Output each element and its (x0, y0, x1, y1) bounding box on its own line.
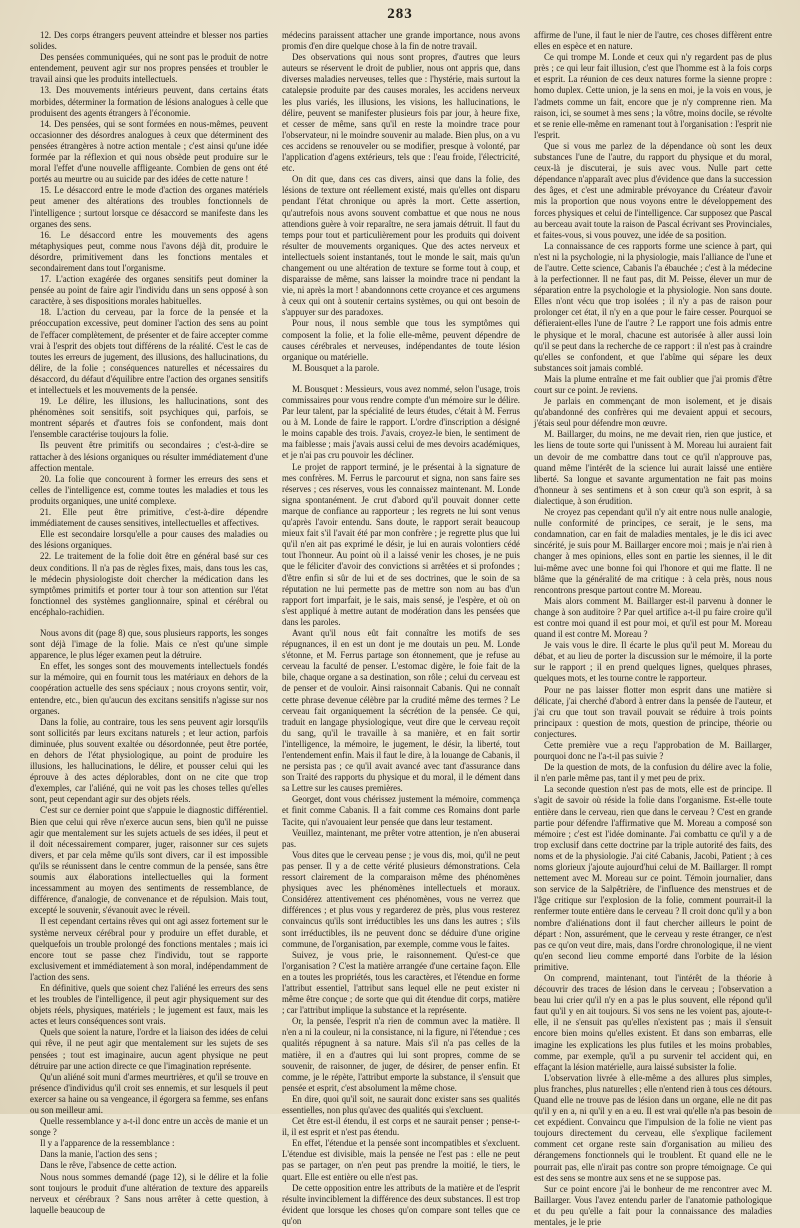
paragraph: 17. L'action exagérée des organes sensitifs peut dominer la pensée au point de faire agir l'individu dans un sens opposé à son caractère, à ses dispositions morales habituelles. (30, 274, 268, 307)
paragraph: Dans le rêve, l'absence de cette action. (40, 1160, 177, 1171)
paragraph: Mais alors comment M. Baillarger est-il parvenu à donner le change à son auditoire ? Par quel artifice a-t-il pu faire croire qu'il est contre moi quand il est pour moi, et qu'il est pour M. Moreau quand il est contre M. Moreau ? (534, 595, 772, 640)
paragraph: Des observations qui nous sont propres, d'autres que leurs auteurs se réservent le droit de publier, nous ont appris que, dans diverses maladies nerveuses, telles que : l'hystérie, mais surtout la catalepsie produite par des causes morales, les accidens nerveux les plus variés, les illusions, les visions, les hallucinations, le délire, peuvent se manifester plusieurs fois par jour, à heure fixe, et cesser de même, sans qu'il en reste la moindre trace pour l'observateur, ni le moindre souvenir au malade. Bien plus, on a vu ces accidens se renouveler ou se modifier, presque à volonté, par l'application d'agens extérieurs, tels que : l'eau froide, l'électricité, etc. (282, 52, 520, 174)
paragraph: 22. Le traitement de la folie doit être en général basé sur ces deux conditions. Il n'a pas de règles fixes, mais, dans tous les cas, le médecin physiologiste doit chercher la médication dans les symptômes primitifs et porter tour à tour son attention sur l'état fonctionnel des systèmes ganglionnaire, spinal et cérébral ou encéphalo-rachidien. (30, 551, 268, 617)
paragraph: Or, la pensée, l'esprit n'a rien de commun avec la matière. Il n'en a ni la couleur, ni la consistance, ni la figure, ni l'étendue ; ces qualités répugnent à sa nature. Mais s'il n'a pas celles de la matière, il en a d'autres qui lui sont propres, comme de se souvenir, de raisonner, de juger, de désirer, de penser enfin. Et comme, je le répète, l'attribut emporte la substance, il s'ensuit que pensée et esprit, c'est absolument la même chose. (282, 1016, 520, 1093)
paragraph: On dit que, dans ces cas divers, ainsi que dans la folie, des lésions de texture ont réellement existé, mais qu'elles ont disparu pendant l'état chronique ou après la mort. Cette assertion, qu'autrefois nous avons souvent combattue et que nous ne nous attendions guère à voir reparaître, ne sera jamais détruit. Il faut du temps pour tout et particulièrement pour les produits qui doivent résulter de mouvements organiques. Que des actes nerveux et intellectuels soient instantanés, tout le monde le sait, mais qu'un changement ou une altération de texture se forme tout à coup, et disparaisse de même, sans laisser la moindre trace ni pendant la vie, ni après la mort ! abandonnons cette croyance et ces argumens à ceux qui ont à soutenir certains systèmes, ou qui ont besoin de s'appuyer sur des paradoxes. (282, 174, 520, 318)
paragraph: M. Bousquet : Messieurs, vous avez nommé, selon l'usage, trois commissaires pour vous rendre compte d'un mémoire sur le délire. Par leur talent, par la spécialité de leurs études, c'était à M. Ferrus ou à M. Londe de faire le rapport. L'ordre d'inscription a désigné le moins capable des trois. J'avais, croyez-le bien, le sentiment de ma faiblesse ; mais j'avais aussi celui de mes devoirs académiques, et je n'ai pas cru pouvoir les décliner. (282, 383, 520, 461)
paragraph: 21. Elle peut être primitive, c'est-à-dire dépendre immédiatement de causes sensitives, intellectuelles et affectives. (30, 507, 268, 529)
page-number: 283 (387, 6, 413, 22)
paragraph: De la question de mots, de la confusion du délire avec la folie, il n'en parle même pas, tant il y met peu de prix. (534, 762, 772, 784)
paragraph: M. Bousquet a la parole. (292, 362, 380, 373)
paragraph: Je parlais en commençant de mon isolement, et je disais qu'abandonné des confrères qui me devaient appui et secours, j'étais seul pour défendre mon œuvre. (534, 396, 772, 429)
paragraph: Dans la manie, l'action des sens ; (40, 1149, 158, 1160)
paragraph: Mais la plume entraîne et me fait oublier que j'ai promis d'être court sur ce point. Je reviens. (534, 373, 772, 395)
paragraph: En effet, les songes sont des mouvements intellectuels fondés sur la mémoire, qui en fournit tous les matériaux en dehors de la coopération actuelle des sens spéciaux ; nous croyons sentir, voir, entendre, etc., bien qu'aucun des excitans sensitifs n'agisse sur nos organes. (30, 661, 268, 716)
paragraph: En effet, l'étendue et la pensée sont incompatibles et s'excluent. L'étendue est divisible, mais la pensée ne l'est pas : elle ne peut pas se partager, on n'en peut pas prendre la moitié, le tiers, le quart. Elle est entière ou elle n'est pas. (282, 1138, 520, 1182)
column-middle (282, 30, 520, 1226)
paragraph: Avant qu'il nous eût fait connaître les motifs de ses répugnances, il en est un dont je me doutais un peu. M. Londe s'étonne, et M. Ferrus partage son étonnement, que je refuse au cerveau la faculté de penser. L'estomac digère, le foie fait de la bile, chaque organe a sa destination, son rôle ; celui du cerveau est de penser et de vouloir. Ainsi raisonnait Cabanis. Qui ne connaît cette phrase devenue célèbre par la crudité même des termes ? Le cerveau fait organiquement la sécrétion de la pensée. Ce qui, traduit en langage physiologique, veut dire que le cerveau reçoit du sang, qu'il le travaille à sa manière, et en fait sortir l'intelligence, la mémoire, le jugement, le désir, la liberté, tout l'entendement enfin. Mais il faut le dire, à la louange de Cabanis, il ne persista pas ; ce qu'il avait avancé avec tant d'assurance dans son Traité des rapports du physique et du moral, il le dément dans sa Lettre sur les causes premières. (282, 627, 520, 794)
paragraph: De cette opposition entre les attributs de la matière et de l'esprit résulte invinciblement la différence des deux substances. Il est trop évident que lorsque les choses qu'on compare sont telles que ce qu'on (282, 1182, 520, 1226)
paragraph: Ils peuvent être primitifs ou secondaires ; c'est-à-dire se rattacher à des lésions organiques ou résulter immédiatement d'une affection mentale. (30, 440, 268, 473)
paragraph: 14. Des pensées, qui se sont formées en nous-mêmes, peuvent occasionner des désordres analogues à ceux que déterminent des pensées étrangères à notre action mentale ; c'est ainsi qu'une idée formée par la réflexion et qui nous obsède peut produire sur le moral l'effet d'une nouvelle affligeante. Combien de gens ont été portés au meurtre ou au suicide par des idées de cette nature ! (30, 118, 268, 185)
paragraph: Sur ce point encore j'ai le bonheur de me rencontrer avec M. Baillarger. Vous l'avez entendu parler de l'anatomie pathologique et du peu qu'elle a fait pour la connaissance des maladies mentales, je le prie (534, 1183, 772, 1228)
paragraph: Pour nous, il nous semble que tous les symptômes qui composent la folie, et la folie elle-même, peuvent dépendre de causes cérébrales et nerveuses, indépendantes de toute lésion organique ou matérielle. (282, 318, 520, 362)
paragraph: 16. Le désaccord entre les mouvements des agens métaphysiques peut, comme nous l'avons déjà dit, produire le désordre, primitivement dans les fonctions mentales et secondairement dans tout l'organisme. (30, 229, 268, 273)
paragraph: 20. La folie que concourent à former les erreurs des sens et celles de l'intelligence est, comme toutes les maladies et tous les produits organiques, une unité complexe. (30, 473, 268, 506)
paragraph: 15. Le désaccord entre le mode d'action des organes matériels peut amener des altérations des troubles fonctionnels de l'intelligence ; surtout lorsque ce désaccord se manifeste dans les organes des sens. (30, 185, 268, 229)
paragraph: Il est cependant certains rêves qui ont agi assez fortement sur le système nerveux cérébral pour y produire un effet durable, et quelquefois un trouble prolongé des fonctions mentales ; mais ici encore tout se passe chez l'individu, tout se rapporte exclusivement et immédiatement à son moral, indépendamment de l'action des sens. (30, 916, 268, 982)
paragraph: Cet être est-il étendu, il est corps et ne saurait penser ; pense-t-il, il est esprit et n'est pas étendu. (282, 1116, 520, 1138)
column-right (534, 30, 772, 1228)
paragraph: La connaissance de ces rapports forme une science à part, qui n'est ni la psychologie, ni la physiologie, mais l'alliance de l'une et de l'autre. Cette science, Cabanis l'a ébauchée ; c'est à la médecine à la perfectionner. Il ne faut pas, dit M. Peisse, élever un mur de séparation entre la psychologie et la physiologie. Non sans doute. Elles n'ont vécu que trop isolées ; il n'y a pas de raison pour prolonger cet état, il n'y en a que pour le faire cesser. Pourquoi se défieraient-elles l'une de l'autre ? Le rapport une fois admis entre le physique et le moral, chacune est autorisée à aller aussi loin qu'il se peut dans la recherche de ce rapport : il n'est pas à craindre qu'elles se confondent, et que l'abîme qui sépare les deux substances soit jamais comblé. (534, 240, 772, 373)
paragraph: Ne croyez pas cependant qu'il n'y ait entre nous nulle analogie, nulle conformité de principes, ce serait, je le sens, ma condamnation, car en fait de maladies mentales, je le dis ici avec sincérité, je suis pour M. Baillarger encore moi ; mais je n'ai rien à changer à mes opinions, elles sont en partie les siennes, il le dit lui-même avec une bonne foi qui l'honore et qui me flatte. Il ne blâme que la généralité de ma critique : à cela près, nous nous rencontrons presque partout contre M. Moreau. (534, 507, 772, 595)
paragraph: Quels que soient la nature, l'ordre et la liaison des idées de celui qui rêve, il ne peut agir que mentalement sur les sujets de ses pensées ; tout est imaginaire, aucun agent physique ne peut détruire par une action directe ce que l'imagination représente. (30, 1027, 268, 1071)
paragraph: médecins paraissent attacher une grande importance, nous avons promis d'en dire quelque chose à la fin de notre travail. (282, 30, 520, 52)
paragraph: La seconde question n'est pas de mots, elle est de principe. Il s'agit de savoir où réside la folie dans l'organisme. Est-elle toute entière dans le cerveau, rien que dans le cerveau ? C'est en grande partie pour défendre l'affirmative que M. Moreau a composé son mémoire ; c'est est l'idée dominante. J'ai combattu ce qu'il y a de trop exclusif dans cette doctrine par la triple autorité des faits, des noms et de la physiologie. J'ai cité Cabanis, Jacobi, Patient ; à ces noms glorieux j'ajoute aujourd'hui celui de M. Baillarger. Il rompt nettement avec M. Moreau sur ce point. Témoin journalier, dans son service de la Salpêtrière, de l'influence des menstrues et de l'âge critique sur l'explosion de la folie, comment pourrait-il la renfermer toute entière dans le cerveau ? Il croit donc qu'il y a bon nombre d'aliénations dont il faut chercher ailleurs le point de départ : Non, assurément, que le cerveau y reste étranger, ce n'est pas ce qu'on veut dire, mais, dans l'ordre chronologique, il ne vient qu'en second lieu comme emporté dans l'orbite de la lésion primitive. (534, 784, 772, 972)
paragraph: Il y a l'apparence de la ressemblance : (40, 1138, 175, 1149)
paragraph: Le projet de rapport terminé, je le présentai à la signature de mes confrères. M. Ferrus le parcourut et signa, non sans faire ses réserves ; ces réserves, vous les connaissez maintenant. M. Londe signa spontanément. Je crut d'abord qu'il pouvait donner cette marque de confiance au rapporteur ; les regrets ne lui sont venus qu'après l'avoir entendu. Sans doute, le rapport serait beaucoup mieux fait s'il l'avait été par mon confrère ; je regrette plus que lui qu'il n'en ait pas exprimé le désir, je lui en aurais volontiers cédé tout l'honneur. Au point où il a laissé venir les choses, je ne puis que le féliciter d'avoir des convictions si arrêtées et si profondes ; d'être enfin si sûr de lui et de ses doctrines, que le soin de sa réputation ne lui permette pas de mettre son nom au bas d'un rapport fort imparfait, je le sais, mais sensé, je l'espère, et où on s'est appliqué à mettre autant de modération dans les pensées que dans les paroles. (282, 461, 520, 627)
paragraph: C'est sur ce dernier point que s'appuie le diagnostic différentiel. Bien que celui qui rêve n'exerce aucun sens, bien qu'il ne puisse agir que mentalement sur les sujets actuels de ses idées, il peut et il doit nécessairement comparer, juger, raisonner sur ces sujets divers, et par cela même qu'ils sont divers, car il est impossible qu'ils se réunissent dans le centre commun de la pensée, sans être soumis aux élaborations intellectuelles qui la forment incessamment au moyen des sentiments de ressemblance, de différence, d'analogie, de convenance et de répulsion. Mais tout, excepté le souvenir, s'évanouit avec le réveil. (30, 805, 268, 916)
paragraph: Pour ne pas laisser flotter mon esprit dans une matière si délicate, j'ai cherché d'abord à entrer dans la pensée de l'auteur, et j'ai cru que tout son travail pouvait se réduire à trois points principaux : question de mots, question de principe, théorie ou conjectures. (534, 684, 772, 739)
paragraph: Que si vous me parlez de la dépendance où sont les deux substances l'une de l'autre, du rapport du physique et du moral, ceux-là je discuterai, je suis avec vous. Nulle part cette dépendance n'apparaît avec plus d'évidence que dans la succession des âges, et c'est une admirable prévoyance du Créateur d'avoir mis la proportion que nous voyons entre le développement des forces physiques et celui de l'intelligence. Car supposez que Pascal au berceau avait toute la raison de Pascal écrivant ses Provinciales, et faites-vous, si vous pouvez, une idée de sa position. (534, 140, 772, 240)
paragraph: 19. Le délire, les illusions, les hallucinations, sont des phénomènes soit sensitifs, soit psychiques qui, parfois, se montrent séparés et d'autres fois se confondent, mais dont l'ensemble caractérise toujours la folie. (30, 396, 268, 440)
paragraph: affirme de l'une, il faut le nier de l'autre, ces choses diffèrent entre elles en espèce et en nature. (534, 30, 772, 52)
paragraph: Elle est secondaire lorsqu'elle a pour causes des maladies ou des lésions organiques. (30, 529, 268, 551)
paragraph: L'observation livrée à elle-même a des allures plus simples, plus franches, plus naturelles ; elle n'entend rien à tous ces détours. Quand elle ne trouve pas de lésion dans un organe, elle ne dit pas qu'il y en a, ni qu'il y en a eu. Il est vrai qu'elle n'a pas besoin de cet expédient. Convaincu que l'impulsion de la folie ne vient pas toujours directement du cerveau, elle s'explique facilement comment cet organe reste sain d'organisation au milieu des dérangemens fonctionnels qui le troublent. Et quand elle ne le pourrait pas, elle n'irait pas contre son propre témoignage. Ce qui est des sens se montre aux sens et ne se suppose pas. (534, 1072, 772, 1183)
paragraph: En définitive, quels que soient chez l'aliéné les erreurs des sens et les troubles de l'intelligence, il peut agir physiquement sur des objets réels, physiques, matériels ; le jugement est faux, mais les actes et leurs conséquences sont vrais. (30, 982, 268, 1027)
paragraph: Je vais vous le dire. Il écarte le plus qu'il peut M. Moreau du débat, et au lieu de porter la discussion sur le mémoire, il la porte sur le rapport ; il en prend quelques lignes, quelques phrases, quelques mots, et les tourne contre le rapporteur. (534, 640, 772, 684)
paragraph: Ce qui trompe M. Londe et ceux qui n'y regardent pas de plus près ; ce qui leur fait illusion, c'est que l'homme est à la fois corps et esprit. La réunion de ces deux natures forme la sienne propre : homo duplex. Cette union, je la sens en moi, je la vois en vous, je l'admets comme un fait, encore que je n'y comprenne rien. Ma raison, ici, se soumet à mes sens ; la vôtre, moins docile, se révolte et se renie elle-même en ramenant tout à l'organisation : l'esprit nie l'esprit. (534, 52, 772, 140)
paragraph: 18. L'action du cerveau, par la force de la pensée et la préoccupation excessive, peut dominer l'action des sens au point de l'effacer complètement, de présenter et de faire accepter comme vrai à l'esprit des objets tout différens de la réalité. C'est le cas de toutes les erreurs de jugement, des illusions, des hallucinations, du délire, de la folie ; conséquences naturelles et nécessaires du désaccord, du défaut d'équilibre entre l'action des organes sensitifs et intellectuels et les mouvements de la pensée. (30, 307, 268, 395)
column-left (30, 30, 268, 1215)
paragraph: Qu'un aliéné soit muni d'armes meurtrières, et qu'il se trouve en présence d'individus qu'il croit ses ennemis, et sur lesquels il peut exercer sa haine ou sa vengeance, il égorgera sa femme, ses enfans ou son meilleur ami. (30, 1071, 268, 1115)
paragraph: Suivez, je vous prie, le raisonnement. Qu'est-ce que l'organisation ? C'est la matière arrangée d'une certaine façon. Elle en a toutes les propriétés, tous les caractères, et l'étendue en forme l'attribut essentiel, l'attribut sans lequel elle ne peut exister ni même être conçue ; de sorte que qui dit étendue dit corps, matière ; car l'attribut implique la substance et la représente. (282, 949, 520, 1016)
paragraph: En dire, quoi qu'il soit, ne saurait donc exister sans ses qualités essentielles, non plus qu'avec des qualités qui s'excluent. (282, 1093, 520, 1115)
paragraph: Georget, dont vous chérissez justement la mémoire, commença et finit comme Cabanis. Il a fait comme ces Romains dont parle Tacite, qui n'avouaient leur pensée que dans leur testament. (282, 794, 520, 827)
paragraph: Nous nous sommes demandé (page 12), si le délire et la folie sont toujours le produit d'une altération de texture des appareils nerveux et cérébraux ? Sans nous arrêter à cette question, à laquelle beaucoup de (30, 1171, 268, 1215)
paragraph: 13. Des mouvements intérieurs peuvent, dans certains états morbides, déterminer la formation de lésions analogues à celle que produisent des agents étrangers à l'économie. (30, 85, 268, 118)
paragraph: 12. Des corps étrangers peuvent atteindre et blesser nos parties solides. (30, 30, 268, 52)
paragraph: M. Baillarger, du moins, ne me devait rien, rien que justice, et les liens de toute sorte qui l'unissent à M. Moreau lui auraient fait un devoir de me combattre dans tout ce qu'il n'approuve pas, quand même l'intérêt de la science lui aurait laissé une entière liberté. Sa longue et savante argumentation ne fait pas moins d'honneur à ses sentimens et à son cœur qu'à son esprit, à sa dialectique, à son érudition. (534, 429, 772, 506)
paragraph: On comprend, maintenant, tout l'intérêt de la théorie à découvrir des traces de lésion dans le cerveau ; l'observation a beau lui crier qu'il n'y en a pas le plus souvent, elle répond qu'il faut qu'il y en ait toujours. Si vos sens ne les voient pas, ajoute-t-elle, il ne s'ensuit pas qu'elles n'existent pas ; mais il s'ensuit encore bien moins qu'elles existent. Et dans son embarras, elle imagine les explications les plus futiles et les moins probables, comme, par exemple, qu'il a pu survenir tel accident qui, en effaçant la lésion matérielle, aura laissé subsister la folie. (534, 972, 772, 1072)
text-columns (30, 30, 772, 1228)
paragraph: Vous dites que le cerveau pense ; je vous dis, moi, qu'il ne peut pas penser. Il y a de cette vérité plusieurs démonstrations. Cela ressort clairement de la comparaison même des phénomènes physiques avec les phénomènes intellectuels et moraux. Considérez attentivement ces phénomènes, vous ne verrez que différences ; et plus vous y regarderez de près, plus vous resterez convaincus qu'ils sont irréductibles les uns dans les autres ; s'ils sont irréductibles, ils ne peuvent donc se déduire d'une origine commune, de l'organisation, par exemple, comme vous le faites. (282, 849, 520, 949)
paragraph: Quelle ressemblance y a-t-il donc entre un accès de manie et un songe ? (30, 1116, 268, 1138)
paragraph: Dans la folie, au contraire, tous les sens peuvent agir lorsqu'ils sont sollicités par leurs excitans naturels ; et leur action, parfois diminuée, plus souvent exaltée ou désordonnée, peut être portée, en dehors de l'état physiologique, au point de produire les illusions, les hallucinations, le délire, et pousser celui qui les éprouve à des actes déplorables, dont on ne cite que trop d'exemples, car l'aliéné, qui ne voit pas les choses telles qu'elles sont, peut cependant agir sur des objets réels. (30, 716, 268, 805)
paragraph: Veuillez, maintenant, me prêter votre attention, je n'en abuserai pas. (282, 827, 520, 849)
paragraph: Nous avons dit (page 8) que, sous plusieurs rapports, les songes sont déjà l'image de la folie. Mais ce n'est qu'une simple apparence, le plus léger examen peut la détruire. (30, 627, 268, 661)
paragraph: Des pensées communiquées, qui ne sont pas le produit de notre entendement, peuvent agir sur nos propres pensées et troubler le travail ainsi que les produits intellectuels. (30, 52, 268, 85)
paragraph: Cette première vue a reçu l'approbation de M. Baillarger, pourquoi donc ne l'a-t-il pas suivie ? (534, 740, 772, 762)
